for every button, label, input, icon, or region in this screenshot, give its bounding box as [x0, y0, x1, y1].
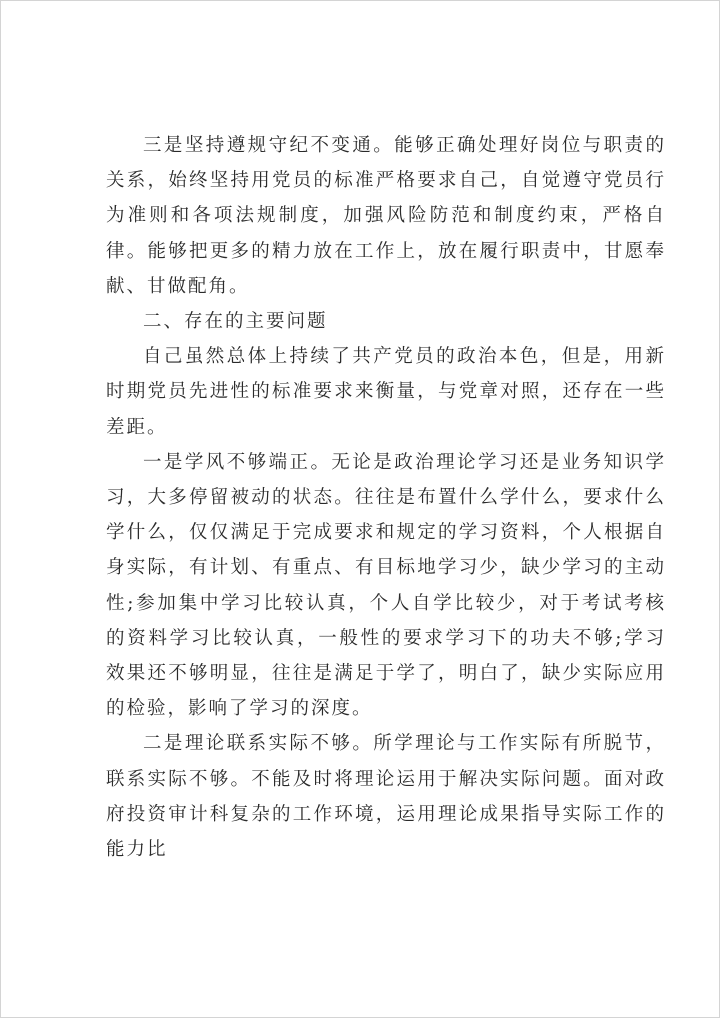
paragraph-discipline: 三是坚持遵规守纪不变通。能够正确处理好岗位与职责的关系，始终坚持用党员的标准严格要求自己，自觉遵守党员行为准则和各项法规制度，加强风险防范和制度约束，严格自律。能够把更多的精力放在工作上，放在履行职责中，甘愿奉献、甘做配角。	[106, 135, 666, 297]
section-heading-problems: 二、存在的主要问题	[143, 311, 328, 333]
paragraph-gap-intro: 自己虽然总体上持续了共产党员的政治本色，但是，用新时期党员先进性的标准要求来衡量，与党章对照，还存在一些差距。	[106, 346, 666, 438]
document-body	[106, 128, 666, 867]
paragraph-study-style: 一是学风不够端正。无论是政治理论学习还是业务知识学习，大多停留被动的状态。往往是布置什么学什么，要求什么学什么，仅仅满足于完成要求和规定的学习资料，个人根据自身实际，有计划、有重点、有目标地学习少，缺少学习的主动性;参加集中学习比较认真，个人自学比较少，对于考试考核的资料学习比较认真，一般性的要求学习下的功夫不够;学习效果还不够明显，往往是满足于学了，明白了，缺少实际应用的检验，影响了学习的深度。	[106, 451, 666, 720]
paragraph-theory-practice: 二是理论联系实际不够。所学理论与工作实际有所脱节，联系实际不够。不能及时将理论运用于解决实际问题。面对政府投资审计科复杂的工作环境，运用理论成果指导实际工作的能力比	[106, 733, 666, 861]
